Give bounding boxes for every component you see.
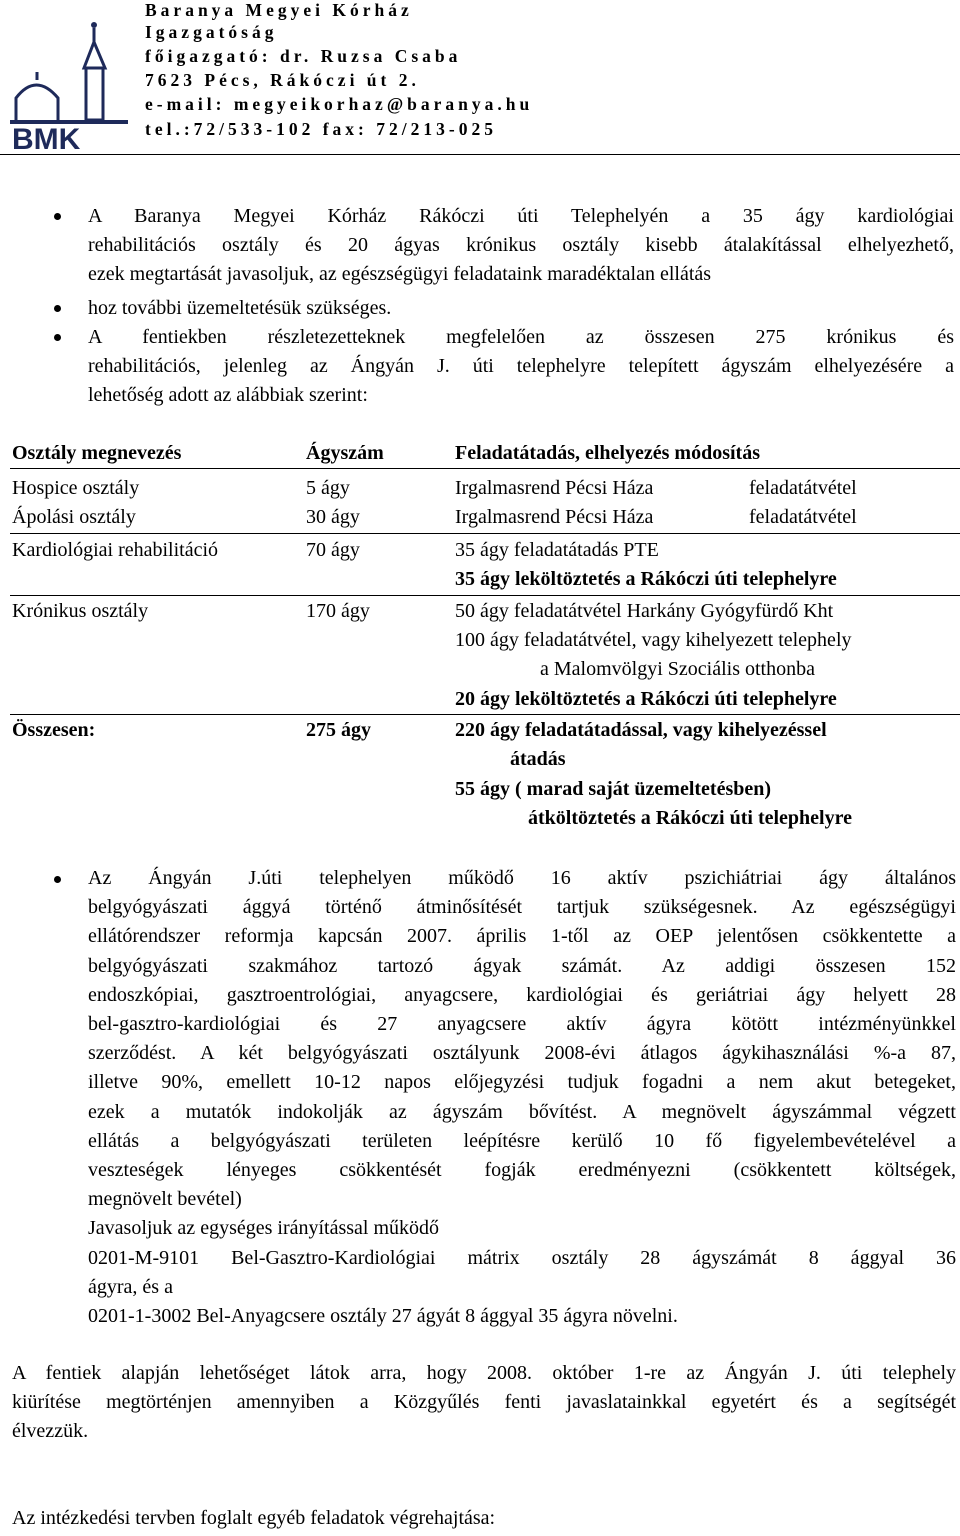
text-line: belgyógyászati ággyá történő átminősítését tartjuk szükségesnek. Az egészségügyi [88,896,956,919]
text-line: endoszkópiai, gasztroentrológiai, anyagcsere, kardiológiai és geriátriai ágy helyett 28 [88,983,956,1006]
text-line: 0201-1-3002 Bel-Anyagcsere osztály 27 ágyát 8 ággyal 35 ágyra növelni. [88,1305,678,1328]
table-cell: 5 ágy [306,477,350,499]
table-rule [10,468,960,469]
table-cell: átadás [510,748,566,770]
text-line: megnövelt bevétel) [88,1188,242,1211]
col-header-beds: Ágyszám [306,442,384,464]
table-cell: a Malomvölgyi Szociális otthonba [540,658,815,680]
table-rule [10,595,960,596]
table-cell: feladatátvétel [749,506,857,528]
table-cell: 220 ágy feladatátadással, vagy kihelyezéssel [455,719,827,741]
table-cell: Irgalmasrend Pécsi Háza [455,477,654,499]
table-cell: 275 ágy [306,719,371,741]
bullet-4-text [88,864,956,1331]
text-line: bel-gasztro-kardiológiai és 27 anyagcsere aktív ágyra kötött intézményünkkel [88,1013,956,1036]
table-rule [10,533,960,534]
department: Igazgatóság [145,22,278,42]
table-cell: 20 ágy leköltöztetés a Rákóczi úti telephelyre [455,688,837,710]
table-cell: Krónikus osztály [12,600,149,622]
footer-line: Az intézkedési tervben foglalt egyéb feladatok végrehajtása: [12,1507,496,1529]
table-cell: Ápolási osztály [12,506,136,528]
closing-paragraph [12,1359,956,1447]
text-line: ellátórendszer reformja kapcsán 2007. április 1-től az OEP jelentősen csökkentette a [88,925,956,948]
col-header-department: Osztály megnevezés [12,442,182,464]
director: főigazgató: dr. Ruzsa Csaba [145,46,462,66]
bullet-3-text-end: lehetőség adott az alábbiak szerint: [88,384,368,406]
bullet-icon [54,305,61,312]
text-line: Az Ángyán J.úti telephelyen működő 16 aktív pszichiátriai ágy általános [88,867,956,889]
text-line: élvezzük. [12,1420,89,1443]
table-cell: Kardiológiai rehabilitáció [12,539,219,561]
text-line: kiürítése megtörténjen amennyiben a Közgyűlés fenti javaslatainkkal egyetért és a segítségét [12,1391,956,1414]
table-cell: Hospice osztály [12,477,140,499]
table-cell: Összesen: [12,719,96,741]
phone-fax: tel.:72/533-102 fax: 72/213-025 [145,119,497,139]
bullet-3-text: A fentiekben részletezetteknek megfelelően az összesen 275 krónikus és rehabilitációs, jelenleg az Ángyán J. úti telephelyre telepített ágyszám elhelyezésére a [88,326,954,378]
header-divider [0,154,960,155]
text-line: ezek a mutatók indokolják az ágyszám bővítést. A megnövelt ágyszámmal végzett [88,1100,956,1123]
table-cell: 55 ágy ( marad saját üzemeltetésben) [455,778,772,800]
table-cell: 35 ágy feladatátadás PTE [455,539,659,561]
table-cell: 30 ágy [306,506,360,528]
table-cell: 170 ágy [306,600,370,622]
table-cell: 100 ágy feladatátvétel, vagy kihelyezett telephely [455,629,852,651]
text-line: szerződést. A két belgyógyászati osztályunk 2008-évi átlagos ágykihasználási %-a 87, [88,1042,956,1065]
table-cell: feladatátvétel [749,477,857,499]
col-header-changes: Feladatátadás, elhelyezés módosítás [455,442,760,464]
hospital-logo [6,6,134,151]
text-line: A fentiek alapján lehetőséget látok arra, hogy 2008. október 1-re az Ángyán J. úti telephely [12,1362,956,1384]
table-rule [10,714,960,715]
table-cell: 35 ágy leköltöztetés a Rákóczi úti telephelyre [455,568,837,590]
table-cell: átköltöztetés a Rákóczi úti telephelyre [528,807,852,829]
text-line: illetve 90%, emellett 10-12 napos előjegyzési tudjuk fogadni a nem akut betegeket, [88,1071,956,1094]
text-line: ellátás a belgyógyászati területen leépítésre kerülő 10 fő figyelembevételével a [88,1129,956,1152]
email[interactable]: e-mail: megyeikorhaz@baranya.hu [145,94,534,114]
bullet-icon [54,213,61,220]
text-line: veszteségek lényeges csökkentését fogják eredményezni (csökkentett költségek, [88,1159,956,1182]
bullet-icon [54,876,61,883]
hospital-name: Baranya Megyei Kórház [145,0,413,20]
table-cell: Irgalmasrend Pécsi Háza [455,506,654,528]
svg-text:BMK: BMK [12,123,81,151]
table-cell: 70 ágy [306,539,360,561]
address: 7623 Pécs, Rákóczi út 2. [145,70,420,90]
table-cell: 50 ágy feladatátvétel Harkány Gyógyfürdő Kht [455,600,834,622]
text-line: Javasoljuk az egységes irányítással működő [88,1217,440,1240]
bullet-icon [54,334,61,341]
bullet-2-text: hoz további üzemeltetésük szükséges. [88,297,392,319]
text-line: 0201-M-9101 Bel-Gasztro-Kardiológiai mátrix osztály 28 ágyszámát 8 ággyal 36 [88,1246,956,1269]
bullet-1-text: A Baranya Megyei Kórház Rákóczi úti Telephelyén a 35 ágy kardiológiai rehabilitációs osztály és 20 ágyas krónikus osztály kisebb átalakítással elhelyezhető, ezek megtartását javasoljuk, az egészségügyi feladataink maradéktalan ellátás [88,205,954,286]
text-line: ágyra, és a [88,1275,173,1298]
text-line: belgyógyászati szakmához tartozó ágyak számát. Az addigi összesen 152 [88,954,956,977]
